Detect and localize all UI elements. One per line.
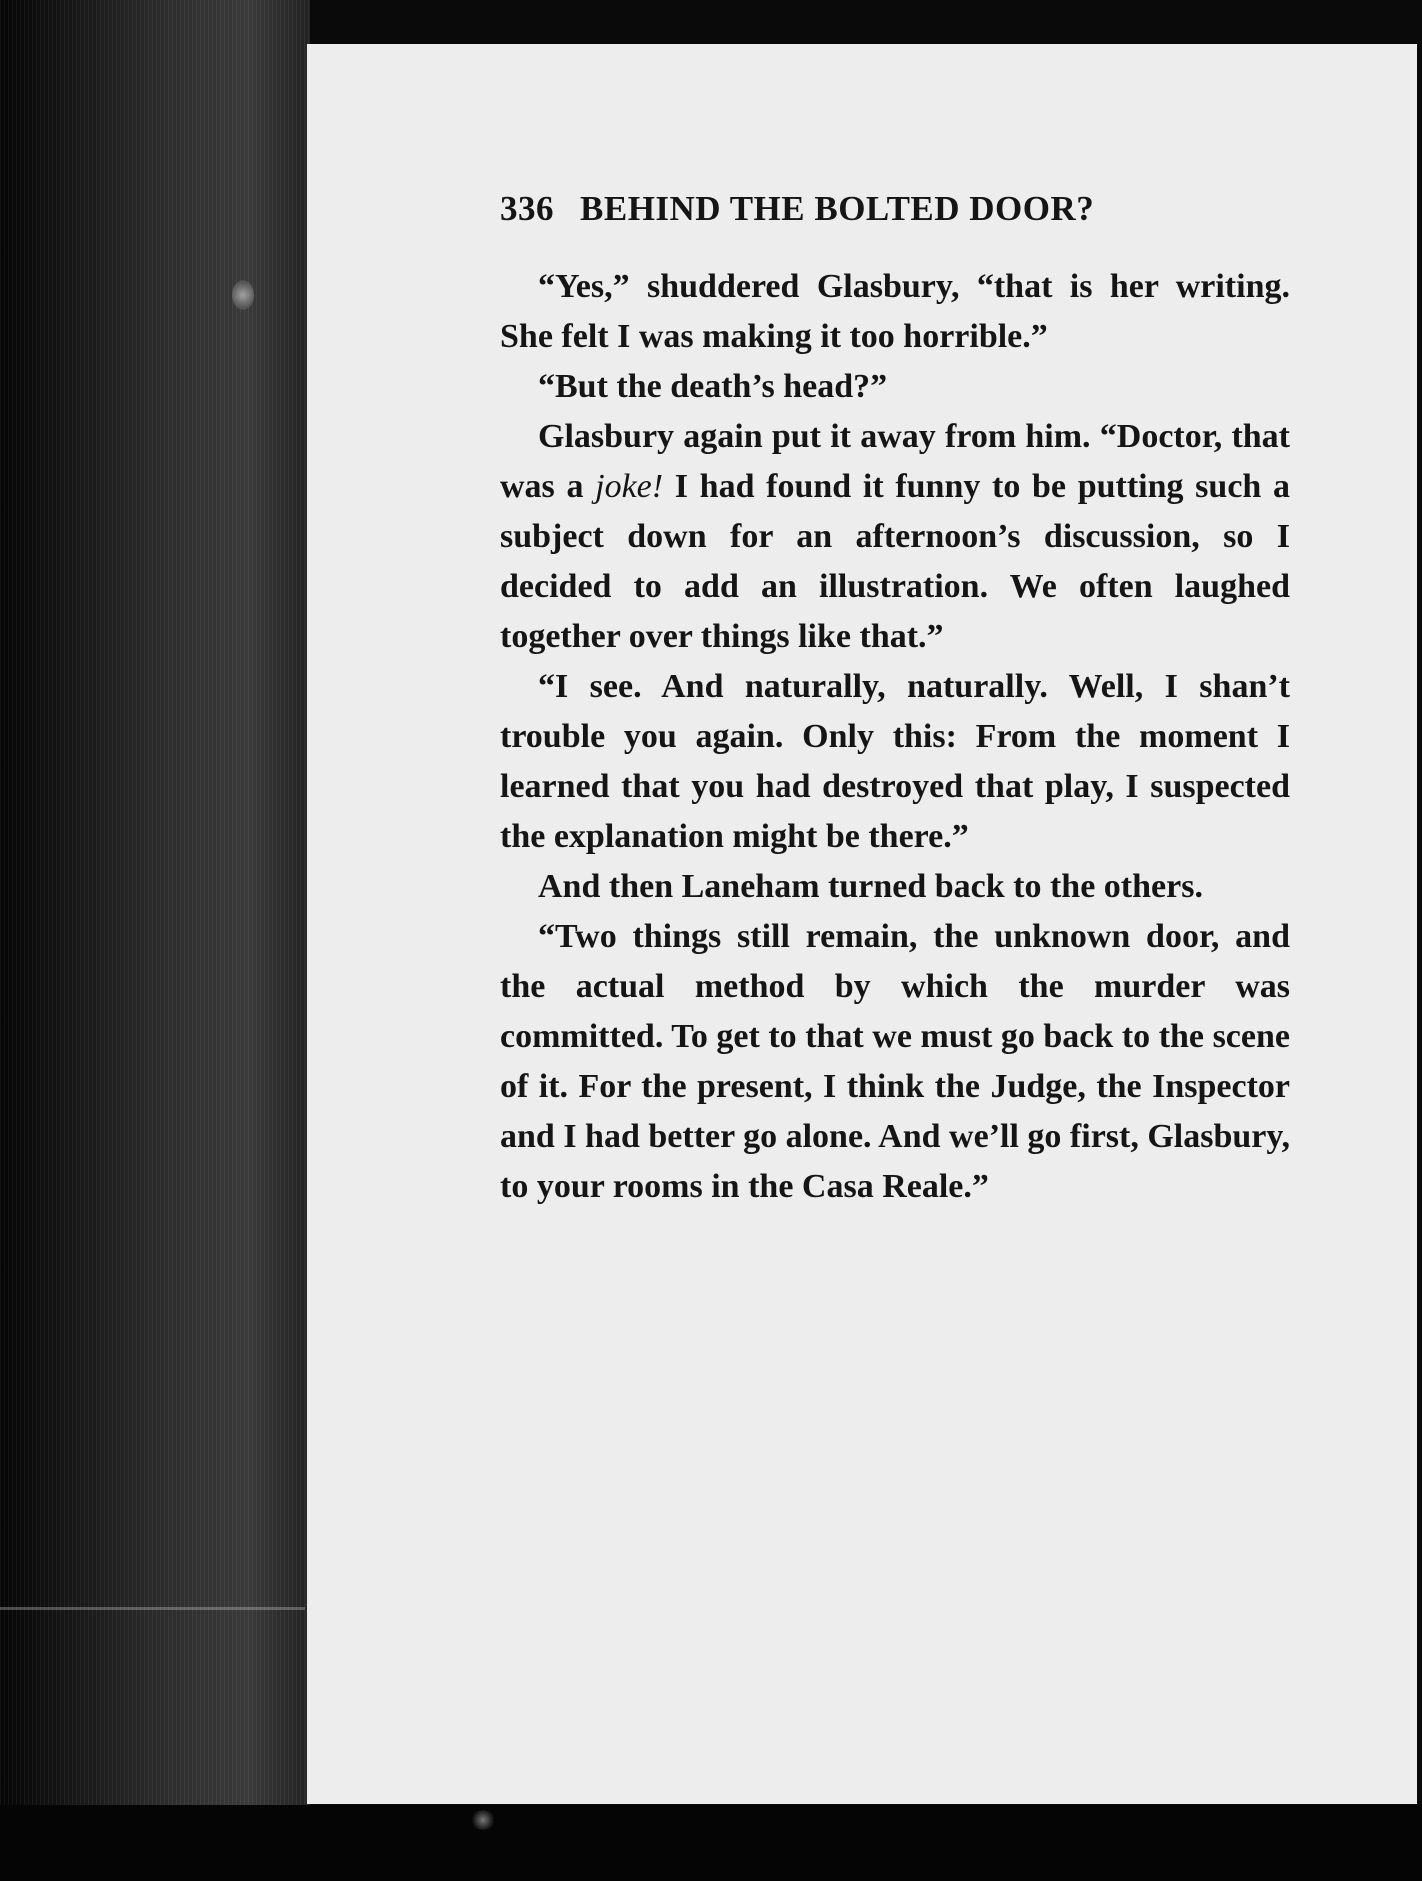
paragraph-text: Glasbury again put it away from him. “Doctor, that was a	[500, 418, 1290, 505]
paragraph	[500, 412, 1290, 662]
paragraph-text: And then Laneham turned back to the others.	[538, 868, 1203, 905]
paragraph	[500, 362, 1290, 412]
paragraph	[500, 912, 1290, 1212]
paragraph-text: “Yes,” shuddered Glasbury, “that is her writing. She felt I was making it too horrible.”	[500, 268, 1290, 355]
bottom-smudge	[470, 1810, 496, 1830]
body-text	[500, 262, 1290, 1212]
paragraph	[500, 662, 1290, 862]
paragraph-text-continued: I had found it funny to be putting such a subject down for an afternoon’s discussion, so I decided to add an illustration. We often laughed together over things like that.”	[500, 468, 1290, 655]
bottom-edge	[0, 1805, 1422, 1881]
paragraph-text: “Two things still remain, the unknown door, and the actual method by which the murder was committed. To get to that we must go back to the scene of it. For the present, I think the Judge, the Inspector and I had better go alone. And we’ll go first, Glasbury, to your rooms in the Casa Reale.”	[500, 918, 1290, 1205]
paragraph-text: “But the death’s head?”	[538, 368, 888, 405]
scan-artifact-line	[0, 1607, 310, 1610]
paragraph	[500, 862, 1290, 912]
running-title: BEHIND THE BOLTED DOOR?	[580, 189, 1095, 228]
page-number: 336	[500, 189, 554, 228]
paragraph-text: “I see. And naturally, naturally. Well, I shan’t trouble you again. Only this: From the moment I learned that you had destroyed that play, I suspected the explanation might be there.”	[500, 668, 1290, 855]
book-spine-edge	[0, 0, 310, 1881]
italic-emphasis: joke!	[595, 468, 664, 505]
running-head	[500, 189, 1094, 229]
paragraph	[500, 262, 1290, 362]
spine-blemish	[232, 280, 254, 310]
